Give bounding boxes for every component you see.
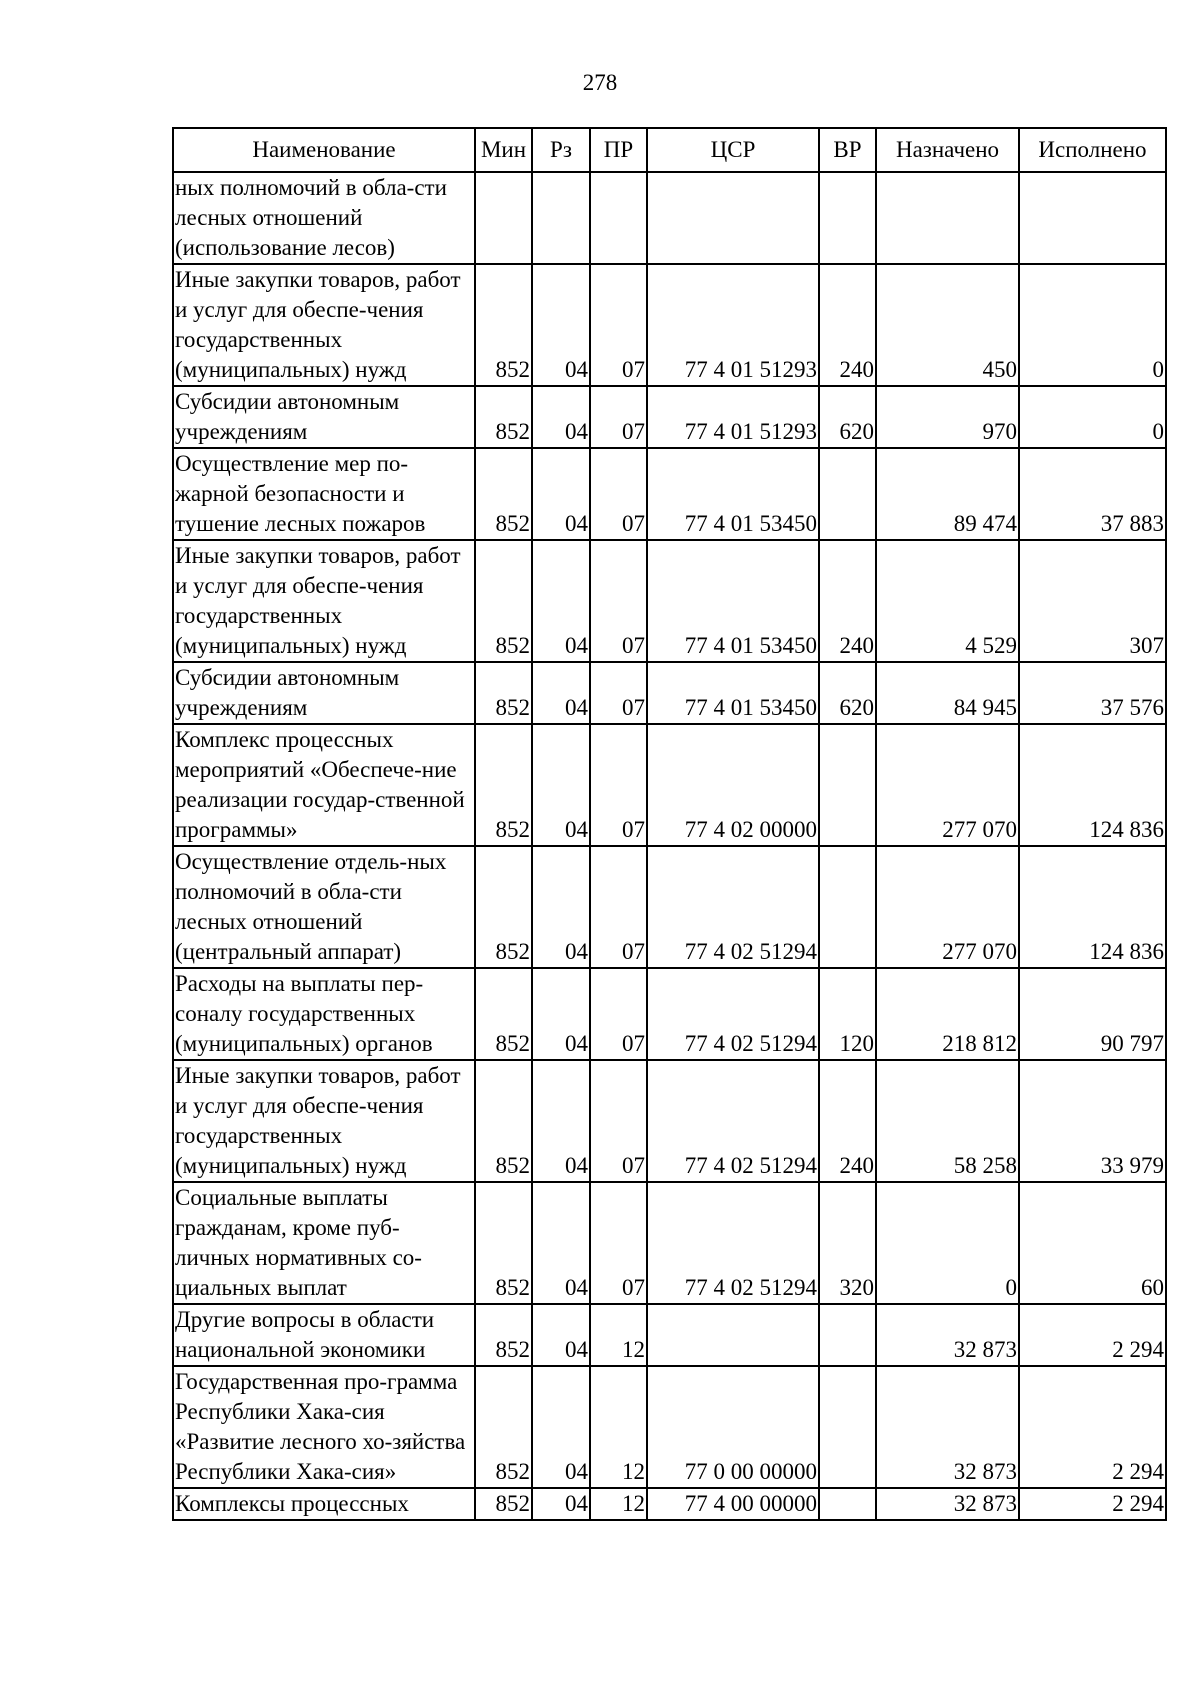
cell-pr bbox=[590, 172, 647, 264]
col-header-name: Наименование bbox=[173, 128, 475, 172]
cell-assigned: 32 873 bbox=[876, 1366, 1019, 1488]
col-header-min: Мин bbox=[475, 128, 532, 172]
cell-name: ных полномочий в обла-сти лесных отношений (использование лесов) bbox=[173, 172, 475, 264]
cell-name: Социальные выплаты гражданам, кроме пуб-личных нормативных со-циальных выплат bbox=[173, 1182, 475, 1304]
cell-pr: 12 bbox=[590, 1304, 647, 1366]
cell-rz: 04 bbox=[532, 264, 590, 386]
table-body bbox=[173, 172, 1166, 1520]
cell-csr: 77 4 00 00000 bbox=[647, 1488, 819, 1520]
table-row bbox=[173, 1304, 1166, 1366]
cell-min: 852 bbox=[475, 1488, 532, 1520]
budget-table bbox=[172, 127, 1167, 1521]
cell-pr: 07 bbox=[590, 448, 647, 540]
cell-name: Осуществление мер по-жарной безопасности и тушение лесных пожаров bbox=[173, 448, 475, 540]
cell-vr: 240 bbox=[819, 1060, 876, 1182]
cell-min: 852 bbox=[475, 846, 532, 968]
cell-executed: 90 797 bbox=[1019, 968, 1166, 1060]
table-row bbox=[173, 846, 1166, 968]
cell-csr: 77 4 02 51294 bbox=[647, 1060, 819, 1182]
cell-rz: 04 bbox=[532, 540, 590, 662]
cell-assigned: 4 529 bbox=[876, 540, 1019, 662]
cell-name: Субсидии автономным учреждениям bbox=[173, 662, 475, 724]
cell-vr bbox=[819, 1488, 876, 1520]
col-header-executed: Исполнено bbox=[1019, 128, 1166, 172]
cell-name: Иные закупки товаров, работ и услуг для обеспе-чения государственных (муниципальных) нужд bbox=[173, 540, 475, 662]
cell-executed: 37 576 bbox=[1019, 662, 1166, 724]
cell-vr bbox=[819, 724, 876, 846]
cell-csr bbox=[647, 172, 819, 264]
cell-vr bbox=[819, 1366, 876, 1488]
cell-min: 852 bbox=[475, 386, 532, 448]
cell-rz: 04 bbox=[532, 662, 590, 724]
cell-csr: 77 4 01 53450 bbox=[647, 662, 819, 724]
cell-pr: 07 bbox=[590, 662, 647, 724]
cell-executed: 124 836 bbox=[1019, 724, 1166, 846]
cell-pr: 07 bbox=[590, 540, 647, 662]
cell-vr bbox=[819, 1304, 876, 1366]
cell-min: 852 bbox=[475, 662, 532, 724]
cell-csr: 77 4 02 51294 bbox=[647, 1182, 819, 1304]
cell-min: 852 bbox=[475, 1366, 532, 1488]
page-number: 278 bbox=[582, 70, 618, 95]
cell-rz: 04 bbox=[532, 968, 590, 1060]
table-row bbox=[173, 1060, 1166, 1182]
cell-executed: 124 836 bbox=[1019, 846, 1166, 968]
cell-rz: 04 bbox=[532, 386, 590, 448]
cell-assigned bbox=[876, 172, 1019, 264]
cell-vr: 240 bbox=[819, 264, 876, 386]
cell-pr: 07 bbox=[590, 968, 647, 1060]
col-header-rz: Рз bbox=[532, 128, 590, 172]
cell-executed: 307 bbox=[1019, 540, 1166, 662]
table-header bbox=[173, 128, 1166, 172]
cell-pr: 07 bbox=[590, 724, 647, 846]
table-row bbox=[173, 172, 1166, 264]
col-header-csr: ЦСР bbox=[647, 128, 819, 172]
cell-csr: 77 0 00 00000 bbox=[647, 1366, 819, 1488]
cell-executed: 0 bbox=[1019, 264, 1166, 386]
cell-executed: 0 bbox=[1019, 386, 1166, 448]
cell-assigned: 218 812 bbox=[876, 968, 1019, 1060]
cell-csr: 77 4 02 51294 bbox=[647, 846, 819, 968]
cell-name: Иные закупки товаров, работ и услуг для обеспе-чения государственных (муниципальных) нужд bbox=[173, 1060, 475, 1182]
cell-name: Осуществление отдель-ных полномочий в обла-сти лесных отношений (центральный аппарат) bbox=[173, 846, 475, 968]
cell-assigned: 450 bbox=[876, 264, 1019, 386]
cell-vr: 620 bbox=[819, 386, 876, 448]
table-row bbox=[173, 540, 1166, 662]
table-row bbox=[173, 448, 1166, 540]
cell-min: 852 bbox=[475, 724, 532, 846]
cell-pr: 07 bbox=[590, 264, 647, 386]
cell-min: 852 bbox=[475, 264, 532, 386]
cell-rz: 04 bbox=[532, 448, 590, 540]
table-row bbox=[173, 1366, 1166, 1488]
cell-vr bbox=[819, 448, 876, 540]
cell-assigned: 277 070 bbox=[876, 846, 1019, 968]
cell-pr: 12 bbox=[590, 1366, 647, 1488]
cell-rz: 04 bbox=[532, 1182, 590, 1304]
cell-assigned: 32 873 bbox=[876, 1488, 1019, 1520]
cell-csr bbox=[647, 1304, 819, 1366]
cell-assigned: 32 873 bbox=[876, 1304, 1019, 1366]
cell-vr: 120 bbox=[819, 968, 876, 1060]
table-row bbox=[173, 1488, 1166, 1520]
cell-pr: 12 bbox=[590, 1488, 647, 1520]
cell-pr: 07 bbox=[590, 1182, 647, 1304]
cell-executed: 37 883 bbox=[1019, 448, 1166, 540]
cell-vr: 620 bbox=[819, 662, 876, 724]
cell-rz: 04 bbox=[532, 1304, 590, 1366]
cell-csr: 77 4 02 00000 bbox=[647, 724, 819, 846]
cell-vr bbox=[819, 172, 876, 264]
header-row bbox=[173, 128, 1166, 172]
cell-min: 852 bbox=[475, 1060, 532, 1182]
col-header-assigned: Назначено bbox=[876, 128, 1019, 172]
cell-executed: 60 bbox=[1019, 1182, 1166, 1304]
cell-csr: 77 4 01 53450 bbox=[647, 448, 819, 540]
cell-name: Субсидии автономным учреждениям bbox=[173, 386, 475, 448]
cell-name: Комплекс процессных мероприятий «Обеспече-ние реализации государ-ственной программы» bbox=[173, 724, 475, 846]
cell-rz: 04 bbox=[532, 1366, 590, 1488]
cell-min: 852 bbox=[475, 968, 532, 1060]
cell-assigned: 0 bbox=[876, 1182, 1019, 1304]
cell-name: Иные закупки товаров, работ и услуг для обеспе-чения государственных (муниципальных) нужд bbox=[173, 264, 475, 386]
cell-assigned: 89 474 bbox=[876, 448, 1019, 540]
cell-pr: 07 bbox=[590, 386, 647, 448]
table-row bbox=[173, 386, 1166, 448]
cell-executed: 2 294 bbox=[1019, 1304, 1166, 1366]
cell-csr: 77 4 01 51293 bbox=[647, 386, 819, 448]
cell-csr: 77 4 02 51294 bbox=[647, 968, 819, 1060]
col-header-pr: ПР bbox=[590, 128, 647, 172]
cell-csr: 77 4 01 53450 bbox=[647, 540, 819, 662]
cell-csr: 77 4 01 51293 bbox=[647, 264, 819, 386]
table-row bbox=[173, 662, 1166, 724]
table-row bbox=[173, 724, 1166, 846]
table-row bbox=[173, 968, 1166, 1060]
cell-min: 852 bbox=[475, 1304, 532, 1366]
table-row bbox=[173, 1182, 1166, 1304]
cell-vr: 240 bbox=[819, 540, 876, 662]
cell-min: 852 bbox=[475, 448, 532, 540]
col-header-vr: ВР bbox=[819, 128, 876, 172]
cell-rz: 04 bbox=[532, 1488, 590, 1520]
cell-rz: 04 bbox=[532, 846, 590, 968]
cell-pr: 07 bbox=[590, 1060, 647, 1182]
cell-min: 852 bbox=[475, 540, 532, 662]
cell-name: Другие вопросы в области национальной экономики bbox=[173, 1304, 475, 1366]
cell-name: Расходы на выплаты пер-соналу государственных (муниципальных) органов bbox=[173, 968, 475, 1060]
cell-assigned: 970 bbox=[876, 386, 1019, 448]
cell-assigned: 84 945 bbox=[876, 662, 1019, 724]
cell-rz: 04 bbox=[532, 1060, 590, 1182]
cell-pr: 07 bbox=[590, 846, 647, 968]
cell-executed: 2 294 bbox=[1019, 1366, 1166, 1488]
cell-assigned: 277 070 bbox=[876, 724, 1019, 846]
cell-min: 852 bbox=[475, 1182, 532, 1304]
cell-executed: 33 979 bbox=[1019, 1060, 1166, 1182]
cell-executed bbox=[1019, 172, 1166, 264]
cell-min bbox=[475, 172, 532, 264]
cell-rz: 04 bbox=[532, 724, 590, 846]
cell-assigned: 58 258 bbox=[876, 1060, 1019, 1182]
cell-name: Государственная про-грамма Республики Хака-сия «Развитие лесного хо-зяйства Республики Хака-сия» bbox=[173, 1366, 475, 1488]
cell-vr: 320 bbox=[819, 1182, 876, 1304]
cell-executed: 2 294 bbox=[1019, 1488, 1166, 1520]
cell-name: Комплексы процессных bbox=[173, 1488, 475, 1520]
table-row bbox=[173, 264, 1166, 386]
cell-rz bbox=[532, 172, 590, 264]
cell-vr bbox=[819, 846, 876, 968]
